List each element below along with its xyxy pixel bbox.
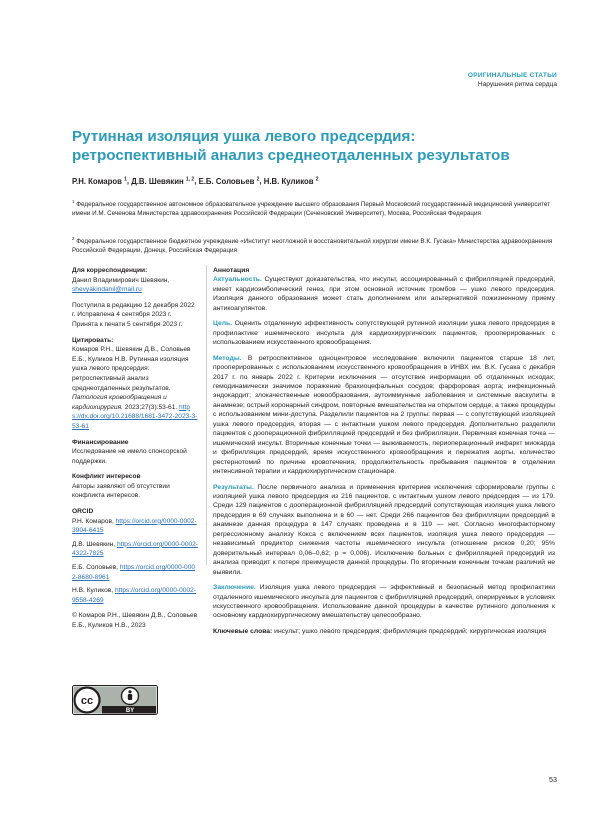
author: Н.В. Куликов $^2$ xyxy=(263,176,319,186)
correspondence-name: Данил Владимирович Шевякин, xyxy=(72,276,170,284)
orcid-entry: Р.Н. Комаров, https://orcid.org/0000-0002-3904-6415 xyxy=(72,517,197,535)
cc-by-icon xyxy=(72,685,158,715)
funding-heading: Финансирование xyxy=(72,438,129,446)
section-title: ОРИГИНАЛЬНЫЕ СТАТЬИ xyxy=(467,72,557,79)
orcid-entry: Н.В. Куликов, https://orcid.org/0000-0002-9558-4269 xyxy=(72,587,196,604)
abstract xyxy=(213,266,555,642)
orcid-link[interactable]: https://orcid.org/0000-0002-8680-8961 xyxy=(72,564,196,581)
citation-volume: 2023;27(3):53-61. xyxy=(124,403,178,411)
conflict-heading: Конфликт интересов xyxy=(72,473,141,481)
orcid-heading: ORCID xyxy=(72,508,94,516)
abstract-conclusion: Заключение. Изоляция ушка левого предсердия — эффективный и безопасный метод профилактики отдаленного ишемического инсульта для пациентов с фибрилляцией предсердий, оперируемых в условиях искусственного кровообращения. Использование данной процедуры в качестве рутинного дополнения к основному кардиохирургическому вмешательству целесообразно. xyxy=(213,584,555,620)
author: Р.Н. Комаров $^1$ xyxy=(72,176,127,186)
citation-heading: Цитировать: xyxy=(72,336,114,344)
section-label xyxy=(468,71,557,89)
orcid-entry: Е.Б. Соловьев, https://orcid.org/0000-0002-8680-8961 xyxy=(72,564,196,581)
copyright: © Комаров Р.Н., Шевякин Д.В., Соловьев Е.Б., Куликов Н.В., 2023 xyxy=(72,612,198,629)
conflict-block xyxy=(72,472,198,501)
subsection-title: Нарушения ритма сердца xyxy=(477,81,557,88)
correspondence-heading: Для корреспонденции: xyxy=(72,267,148,274)
orcid-link[interactable]: https://orcid.org/0000-0002-3904-6415 xyxy=(72,517,197,535)
abstract-keywords: Ключевые слова: инсульт; ушко левого предсердия; фибрилляция предсердий; хирургическая изоляция xyxy=(213,627,546,635)
citation-journal: Патология кровообращения и кардиохирургия. xyxy=(72,394,167,411)
page-number: 53 xyxy=(549,775,557,784)
abstract-relevance: Актуальность. Существуют доказательства, что инсульт, ассоциированный с фибрилляцией предсердий, имеет кардиоэмболический генез, при этом основной источник тромбов — ушко левого предсердия. Изоляция данного образования может стать дополнением или альтернативой пожизненному приему антикоагулянтов. xyxy=(213,276,555,312)
correspondence-block xyxy=(72,266,198,295)
citation-block xyxy=(72,336,198,432)
article-title-line-2: ретроспективный анализ среднеотдаленных результатов xyxy=(72,147,510,164)
orcid-entry: Д.В. Шевякин, https://orcid.org/0000-0002-4322-7825 xyxy=(72,540,198,558)
author: Д.В. Шевякин $^{1, 2}$ xyxy=(131,176,195,186)
affiliation-1: $^1$ Федеральное государственное автономное образовательное учреждение высшего образования Первый Московский государственный медицинский университет имени И.М. Сеченова Министерства здравоохранения Российской Федерации (Сеченовский Университет), Москва, Российская Федерация xyxy=(72,199,551,218)
article-title xyxy=(72,127,572,165)
abstract-aim: Цель. Оценить отдаленную эффективность сопутствующей рутинной изоляции ушка левого предсердия в профилактике ишемического инсульта для кардиохирургических пациентов, прооперированных с использованием искусственного кровообращения. xyxy=(213,320,555,347)
cc-letters: cc xyxy=(80,695,94,707)
citation-doi-link[interactable]: https://dx.doi.org/10.21688/1681-3472-2023-3-53-61 xyxy=(72,403,198,430)
funding-block xyxy=(72,438,198,467)
conflict-text: Авторы заявляют об отсутствии конфликта интересов. xyxy=(72,482,170,500)
article-title-line-1: Рутинная изоляция ушка левого предсердия: xyxy=(72,128,416,145)
funding-text: Исследование не имело спонсорской поддержки. xyxy=(72,448,187,465)
abstract-methods: Методы. В ретроспективное одноцентровое исследование включили пациентов старше 18 лет, прооперированных с использованием искусственного кровообращения в ИНВХ им. В.К. Гусака с декабря 2017 г. по январь 2022 г. Критерии исключения — отсутствие информации об отдаленных исходах; гемодинамически значимое поражение брахиоцефальных сосудов; фарфоровая аорта; инфекционный эндокардит; злокачественные новообразования, аутоиммунные заболевания и системные васкулиты в анамнезе; острый коронарный синдром, повторные вмешательства на открытом сердце, а также процедуры с использованием мини-доступа. Разделили пациентов на 2 группы: первая — с сопутствующей изоляцией ушка левого предсердия, вторая — с интактным ушком левого предсердия. Дополнительно разделили пациентов с дооперационной фибрилляцией предсердий и без фибрилляции. Первичная конечная точка — ишемический инсульт. Вторичные конечные точки — выживаемость, периоперационный инфаркт миокарда и фибрилляция предсердий, время искусственного кровообращения и пережатия аорты, количество рестернотомий по причине кровотечения, продолжительность пребывания пациентов в отделении интенсивной терапии и кардиохирургическом стационаре. xyxy=(213,354,555,476)
abstract-results: Результаты. После первичного анализа и применения критериев исключения сформировали группы с изоляцией ушка левого предсердия из 216 пациентов, с интактным ушком левого предсердия — из 179. Среди 129 пациентов с дооперационной фибрилляцией предсердий сопутствующая изоляция ушка левого предсердия в 69 случаях выполнена и в 60 — нет. Среди 266 пациентов без фибрилляции предсердий в анамнезе данная процедура в 147 случаях проведена и в 119 — нет. Согласно многофакторному регрессионному анализу Кокса с включением всех пациентов, изоляция ушка левого предсердия — независимый предиктор снижения частоты ишемического инсульта (отношение рисков 0,20; 95% доверительный интервал 0,06–0,62; p = 0,006). Исключение больных с фибрилляцией предсердий из анализа приводит к потере преимуществ данной процедуры. По вторичным конечным точкам различий не выявили. xyxy=(213,483,555,576)
author: Е.Б. Соловьев $^2$ xyxy=(198,176,260,186)
affiliation-2: $^2$ Федеральное государственное бюджетное учреждение «Институт неотложной и восстановительной хирургии имени В.К. Гусака» Министерства здравоохранения Российской Федерации, Донецк, Российская Федерация xyxy=(72,236,553,255)
sidebar xyxy=(72,266,198,637)
abstract-heading: Аннотация xyxy=(213,267,250,274)
orcid-link[interactable]: https://orcid.org/0000-0002-9558-4269 xyxy=(72,587,196,604)
orcid-block xyxy=(72,507,198,605)
correspondence-email-link[interactable]: shevyakindanil@mail.ru xyxy=(72,286,142,294)
citation-text: Комаров Р.Н., Шевякин Д.В., Соловьев Е.Б., Куликов Н.В. Рутинная изоляция ушка левого предсердия: ретроспективный анализ среднеотдаленных результатов. xyxy=(72,346,191,392)
orcid-link[interactable]: https://orcid.org/0000-0002-4322-7825 xyxy=(72,540,198,558)
column-divider xyxy=(206,265,207,565)
received-dates: Поступила в редакцию 12 декабря 2022 г. Исправлена 4 сентября 2023 г. Принята к печати 5 сентября 2023 г. xyxy=(72,301,195,328)
cc-by-license-badge[interactable] xyxy=(72,685,158,715)
by-label: BY xyxy=(125,708,135,714)
author-list: Р.Н. Комаров $^1$, Д.В. Шевякин $^{1, 2}$, Е.Б. Соловьев $^2$, Н.В. Куликов $^2$ xyxy=(72,176,319,186)
